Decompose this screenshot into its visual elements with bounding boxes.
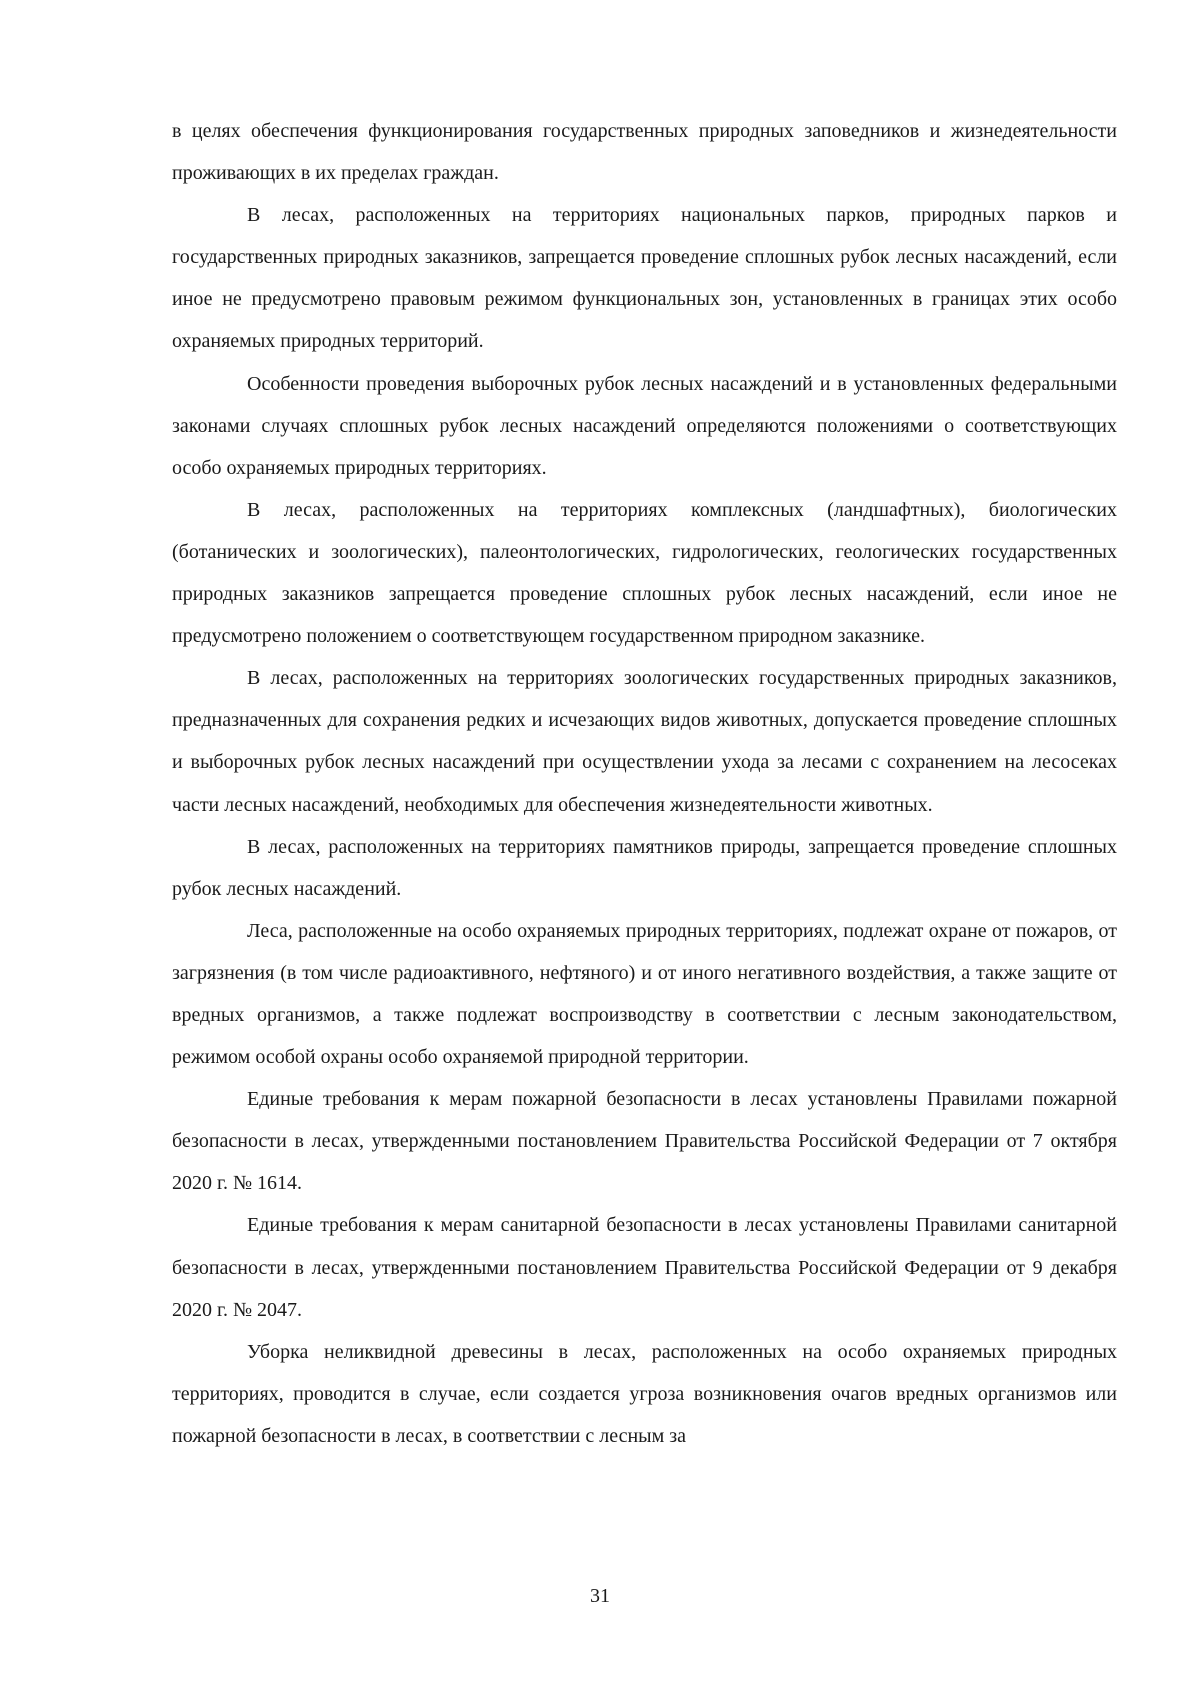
page-number: 31: [590, 1585, 610, 1607]
paragraph-6: В лесах, расположенных на территориях памятников природы, запрещается проведение сплошных рубок лесных насаждений.: [172, 835, 1117, 900]
paragraph-5: В лесах, расположенных на территориях зоологических государственных природных заказников, предназначенных для сохранения редких и исчезающих видов животных, допускается проведение сплошных и выборочных рубок лесных насаждений при осуществлении ухода за лесами с сохранением на лесосеках части лесных насаждений, необходимых для обеспечения жизнедеятельности животных.: [172, 667, 1117, 816]
document-body: [172, 110, 1117, 1457]
paragraph-9: Единые требования к мерам санитарной безопасности в лесах установлены Правилами санитарной безопасности в лесах, утвержденными постановлением Правительства Российской Федерации от 9 декабря 2020 г. № 2047.: [172, 1214, 1117, 1321]
paragraph-2: В лесах, расположенных на территориях национальных парков, природных парков и государственных природных заказников, запрещается проведение сплошных рубок лесных насаждений, если иное не предусмотрено правовым режимом функциональных зон, установленных в границах этих особо охраняемых природных территорий.: [172, 204, 1117, 353]
paragraph-4: В лесах, расположенных на территориях комплексных (ландшафтных), биологических (ботанических и зоологических), палеонтологических, гидрологических, геологических государственных природных заказников запрещается проведение сплошных рубок лесных насаждений, если иное не предусмотрено положением о соответствующем государственном природном заказнике.: [172, 498, 1117, 648]
paragraph-7: Леса, расположенные на особо охраняемых природных территориях, подлежат охране от пожаров, от загрязнения (в том числе радиоактивного, нефтяного) и от иного негативного воздействия, а также защите от вредных организмов, а также подлежат воспроизводству в соответствии с лесным законодательством, режимом особой охраны особо охраняемой природной территории.: [172, 919, 1117, 1069]
paragraph-10: Уборка неликвидной древесины в лесах, расположенных на особо охраняемых природных территориях, проводится в случае, если создается угроза возникновения очагов вредных организмов или пожарной безопасности в лесах, в соответствии с лесным за: [172, 1340, 1117, 1447]
paragraph-8: Единые требования к мерам пожарной безопасности в лесах установлены Правилами пожарной безопасности в лесах, утвержденными постановлением Правительства Российской Федерации от 7 октября 2020 г. № 1614.: [172, 1088, 1117, 1195]
paragraph-3: Особенности проведения выборочных рубок лесных насаждений и в установленных федеральными законами случаях сплошных рубок лесных насаждений определяются положениями о соответствующих особо охраняемых природных территориях.: [172, 372, 1117, 479]
paragraph-1: в целях обеспечения функционирования государственных природных заповедников и жизнедеятельности проживающих в их пределах граждан.: [172, 120, 1117, 185]
